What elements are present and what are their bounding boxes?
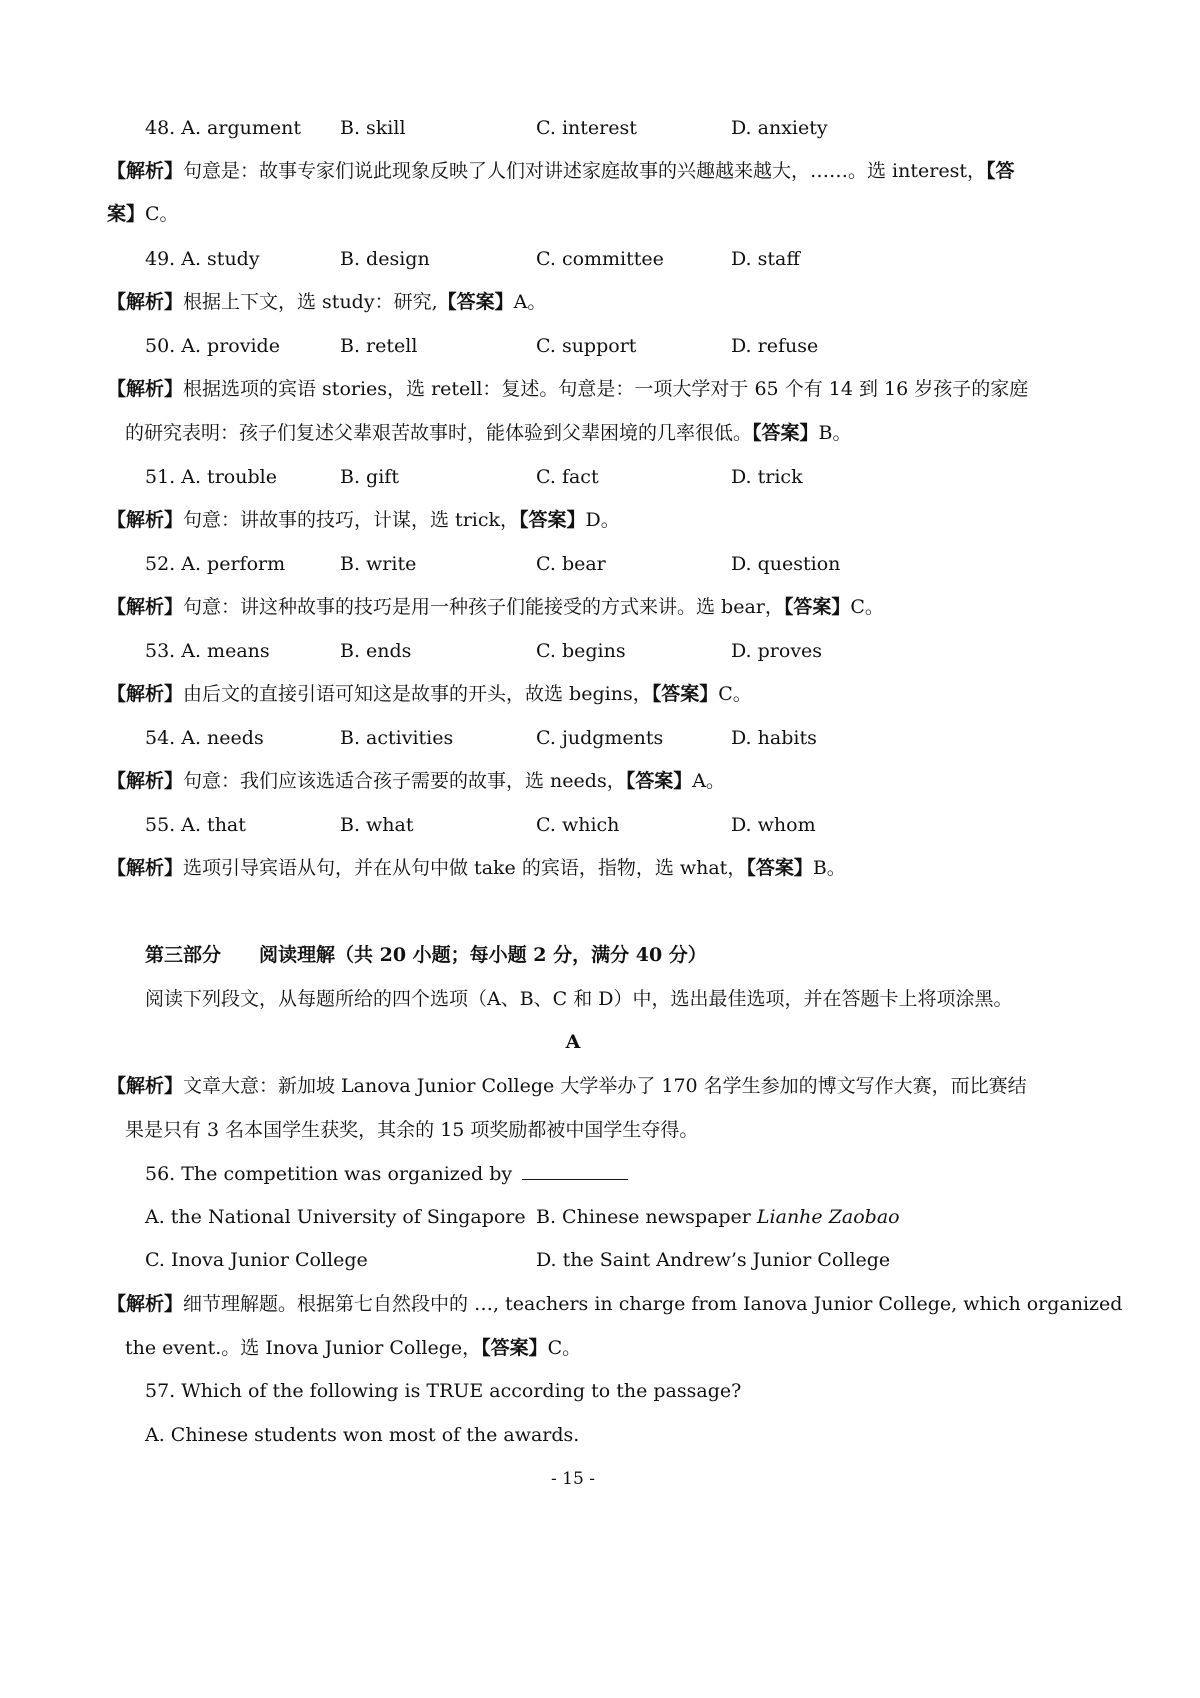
section-title: 第三部分 阅读理解（共 20 小题；每小题 2 分，满分 40 分） <box>145 944 707 966</box>
answer-text: B。 <box>812 857 846 879</box>
question-57-option-a: A. Chinese students won most of the awards. <box>145 1424 580 1446</box>
answer-tag: 【答案】 <box>746 857 813 879</box>
page-number: - 15 - <box>551 1469 595 1489</box>
option-b: B. write <box>340 553 417 575</box>
summary-text-cont: 果是只有 3 名本国学生获奖，其余的 15 项奖励都被中国学生夺得。 <box>125 1119 699 1141</box>
option-c: C. which <box>536 814 620 836</box>
passage-label: A <box>565 1031 581 1053</box>
explanation-text: 句意：我们应该选适合孩子需要的故事，选 needs， <box>183 770 626 792</box>
option-a: A. the National University of Singapore <box>145 1206 526 1228</box>
explanation-tag: 【解析】 <box>107 770 184 792</box>
option-d: D. proves <box>731 640 823 662</box>
option-b: B. gift <box>340 466 399 488</box>
question-57-stem: 57. Which of the following is TRUE according to the passage? <box>145 1380 742 1402</box>
explanation-text: 句意是：故事专家们说此现象反映了人们对讲述家庭故事的兴趣越来越大，……。选 interest， <box>183 160 986 182</box>
explanation-text: 根据选项的宾语 stories，选 retell：复述。句意是：一项大学对于 65 个有 14 到 16 岁孩子的家庭 <box>183 378 1029 400</box>
answer-text: C。 <box>145 203 179 225</box>
question-56-stem <box>145 1161 628 1186</box>
option-c: C. bear <box>536 553 606 575</box>
option-a: 48. A. argument <box>145 117 301 139</box>
answer-text: B。 <box>818 422 852 444</box>
option-c: C. committee <box>536 248 664 270</box>
explanation-tag: 【解析】 <box>107 1293 184 1315</box>
option-c: C. interest <box>536 117 637 139</box>
option-b: B. activities <box>340 727 454 749</box>
explanation-56-cont <box>125 1336 581 1360</box>
explanation-54 <box>107 769 725 793</box>
answer-text: A。 <box>513 291 547 313</box>
answer-tag: 【答案】 <box>783 596 851 618</box>
option-c: C. begins <box>536 640 626 662</box>
option-b-text: B. Chinese newspaper <box>536 1206 757 1228</box>
option-b: B. design <box>340 248 430 270</box>
option-b: B. ends <box>340 640 412 662</box>
answer-text: D。 <box>585 509 620 531</box>
option-b <box>536 1205 900 1229</box>
option-a: 49. A. study <box>145 248 260 270</box>
passage-summary-cont <box>125 1118 698 1142</box>
answer-text: C。 <box>850 596 884 618</box>
section-instruction: 阅读下列段文，从每题所给的四个选项（A、B、C 和 D）中，选出最佳选项，并在答题卡上将项涂黑。 <box>145 988 1013 1010</box>
explanation-text: 根据上下文，选 study：研究, <box>183 291 438 313</box>
option-d: D. trick <box>731 466 803 488</box>
option-d: D. refuse <box>731 335 819 357</box>
explanation-50 <box>107 377 1028 401</box>
answer-text: A。 <box>692 770 725 792</box>
explanation-tag: 【解析】 <box>107 596 184 618</box>
answer-text: C。 <box>547 1337 582 1359</box>
answer-tag: 【答案】 <box>651 683 719 705</box>
answer-tag-part2: 案】 <box>107 203 146 225</box>
option-d: D. anxiety <box>731 117 828 139</box>
explanation-48 <box>107 159 1014 183</box>
explanation-tag: 【解析】 <box>107 1075 184 1097</box>
answer-blank <box>522 1161 628 1180</box>
option-c: C. fact <box>536 466 599 488</box>
explanation-tag: 【解析】 <box>107 160 184 182</box>
option-d: D. whom <box>731 814 816 836</box>
explanation-52 <box>107 595 884 619</box>
option-c: C. support <box>536 335 637 357</box>
option-c: C. Inova Junior College <box>145 1249 368 1271</box>
answer-tag: 【答案】 <box>519 509 586 531</box>
option-b: B. skill <box>340 117 406 139</box>
answer-text: C。 <box>718 683 752 705</box>
explanation-tag: 【解析】 <box>107 378 184 400</box>
summary-text: 文章大意：新加坡 Lanova Junior College 大学举办了 170 名学生参加的博文写作大赛，而比赛结 <box>183 1075 1027 1097</box>
explanation-text: 选项引导宾语从句，并在从句中做 take 的宾语，指物，选 what， <box>183 857 747 879</box>
explanation-50-cont <box>125 421 852 445</box>
option-a: 51. A. trouble <box>145 466 277 488</box>
explanation-53 <box>107 682 752 706</box>
explanation-48-cont <box>107 202 179 226</box>
option-a: 52. A. perform <box>145 553 286 575</box>
answer-tag-part1: 【答 <box>985 160 1015 182</box>
option-d: D. habits <box>731 727 817 749</box>
option-b-italic: Lianhe Zaobao <box>756 1206 900 1228</box>
answer-tag: 【答案】 <box>625 770 693 792</box>
answer-tag: 【答案】 <box>481 1337 548 1359</box>
explanation-tag: 【解析】 <box>107 857 184 879</box>
passage-summary <box>107 1074 1027 1098</box>
explanation-text-cont: the event.。选 Inova Junior College， <box>125 1337 482 1359</box>
explanation-text: 句意：讲这种故事的技巧是用一种孩子们能接受的方式来讲。选 bear， <box>183 596 784 618</box>
option-a: 54. A. needs <box>145 727 264 749</box>
explanation-text-cont: 的研究表明：孩子们复述父辈艰苦故事时，能体验到父辈困境的几率很低。 <box>125 422 753 444</box>
option-d: D. the Saint Andrew’s Junior College <box>536 1249 891 1271</box>
explanation-56 <box>107 1292 1122 1316</box>
answer-tag: 【答案】 <box>437 291 514 313</box>
question-stem: 56. The competition was organized by <box>145 1163 513 1185</box>
explanation-tag: 【解析】 <box>107 291 184 313</box>
option-b: B. retell <box>340 335 418 357</box>
option-b: B. what <box>340 814 414 836</box>
option-d: D. question <box>731 553 841 575</box>
explanation-tag: 【解析】 <box>107 509 184 531</box>
explanation-55 <box>107 856 846 880</box>
explanation-49 <box>107 290 546 314</box>
explanation-text: 细节理解题。根据第七自然段中的 …, teachers in charge from Ianova Junior College, which organized <box>183 1293 1123 1315</box>
option-a: 53. A. means <box>145 640 270 662</box>
explanation-text: 由后文的直接引语可知这是故事的开头，故选 begins， <box>183 683 652 705</box>
option-c: C. judgments <box>536 727 664 749</box>
option-a: 50. A. provide <box>145 335 280 357</box>
option-a: 55. A. that <box>145 814 246 836</box>
explanation-text: 句意：讲故事的技巧，计谋，选 trick， <box>183 509 520 531</box>
answer-tag: 【答案】 <box>752 422 819 444</box>
explanation-51 <box>107 508 620 532</box>
option-d: D. staff <box>731 248 800 270</box>
explanation-tag: 【解析】 <box>107 683 184 705</box>
